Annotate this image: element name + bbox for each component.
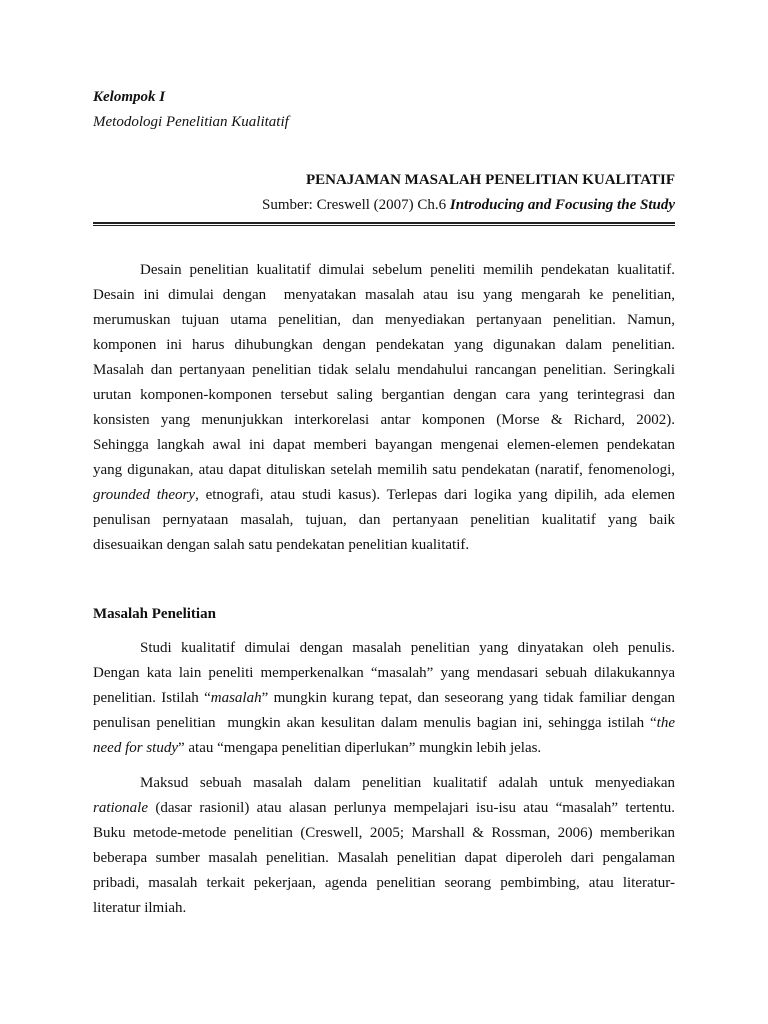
text-run: komponen ini harus dihubungkan dengan pendekatan yang digunakan dalam penelitian. xyxy=(93,337,675,353)
italic-term: the xyxy=(656,715,675,731)
text-line xyxy=(93,358,675,383)
text-line xyxy=(93,383,675,408)
text-run: , etnografi, atau studi kasus). Terlepas dari logika yang dipilih, ada elemen xyxy=(195,487,675,503)
section-paragraph-1 xyxy=(93,636,675,761)
text-line xyxy=(93,796,675,821)
text-line xyxy=(93,533,675,558)
text-run: Sehingga langkah awal ini dapat memberi bayangan mengenai elemen-elemen pendekatan xyxy=(93,437,675,453)
text-run: Desain ini dimulai dengan menyatakan masalah atau isu yang mengarah ke penelitian, xyxy=(93,287,675,303)
text-run: Dengan kata lain peneliti memperkenalkan “masalah” yang mendasari sebuah dilakukannya xyxy=(93,665,675,681)
text-line xyxy=(93,408,675,433)
text-run: (dasar rasionil) atau alasan perlunya mempelajari isu-isu atau “masalah” tertentu. xyxy=(148,800,675,816)
text-run: Desain penelitian kualitatif dimulai sebelum peneliti memilih pendekatan kualitatif. xyxy=(140,262,675,278)
source-prefix: Sumber: Creswell (2007) Ch.6 xyxy=(262,197,450,213)
text-run: merumuskan tujuan utama penelitian, dan menyediakan pertanyaan penelitian. Namun, xyxy=(93,312,675,328)
text-run: konsisten yang menunjukkan interkorelasi antar komponen (Morse & Richard, 2002). xyxy=(93,412,675,428)
text-line xyxy=(93,333,675,358)
italic-term: need for study xyxy=(93,740,178,756)
text-line xyxy=(93,736,675,761)
italic-term: rationale xyxy=(93,800,148,816)
italic-term: masalah xyxy=(210,690,262,706)
text-line xyxy=(93,896,675,921)
text-line xyxy=(93,871,675,896)
text-line xyxy=(93,458,675,483)
text-run: Masalah dan pertanyaan penelitian tidak selalu mendahului rancangan penelitian. Seringkali xyxy=(93,362,675,378)
text-line xyxy=(93,686,675,711)
text-run: disesuaikan dengan salah satu pendekatan penelitian kualitatif. xyxy=(93,537,470,553)
text-run: yang digunakan, atau dapat dituliskan setelah memilih satu pendekatan (naratif, fenomenologi, xyxy=(93,462,675,478)
text-line xyxy=(93,846,675,871)
text-run: Studi kualitatif dimulai dengan masalah penelitian yang dinyatakan oleh penulis. xyxy=(140,640,675,656)
intro-paragraph xyxy=(93,258,675,558)
text-run: Maksud sebuah masalah dalam penelitian kualitatif adalah untuk menyediakan xyxy=(140,775,675,791)
text-run: ” atau “mengapa penelitian diperlukan” mungkin lebih jelas. xyxy=(177,740,542,756)
text-run: penulisan penelitian mungkin akan kesulitan dalam menulis bagian ini, sehingga istilah “ xyxy=(93,715,657,731)
text-line xyxy=(93,308,675,333)
text-run: literatur ilmiah. xyxy=(93,900,187,916)
text-run: penelitian. Istilah “ xyxy=(93,690,211,706)
text-run: penulisan pernyataan masalah, tujuan, dan pertanyaan penelitian kualitatif yang baik xyxy=(93,512,675,528)
course-name: Metodologi Penelitian Kualitatif xyxy=(93,114,289,130)
text-line xyxy=(93,661,675,686)
text-line xyxy=(93,283,675,308)
group-label: Kelompok I xyxy=(93,89,166,105)
document-content xyxy=(93,85,675,921)
text-line xyxy=(93,636,675,661)
italic-term: grounded theory xyxy=(93,487,196,503)
section-heading: Masalah Penelitian xyxy=(93,606,216,622)
text-line xyxy=(93,771,675,796)
text-line xyxy=(93,508,675,533)
source-chapter-title: Introducing and Focusing the Study xyxy=(449,197,675,213)
text-line xyxy=(93,483,675,508)
section-paragraph-2 xyxy=(93,771,675,921)
text-line xyxy=(93,258,675,283)
text-run: ” mungkin kurang tepat, dan seseorang yang tidak familiar dengan xyxy=(261,690,676,706)
double-rule-divider xyxy=(93,222,675,226)
text-line xyxy=(93,433,675,458)
text-line xyxy=(93,821,675,846)
document-title: PENAJAMAN MASALAH PENELITIAN KUALITATIF xyxy=(305,172,675,188)
text-run: Buku metode-metode penelitian (Creswell, 2005; Marshall & Rossman, 2006) memberikan xyxy=(93,825,675,841)
text-run: urutan komponen-komponen tersebut saling bergantian dengan cara yang terintegrasi dan xyxy=(93,387,675,403)
text-line xyxy=(93,711,675,736)
source-citation xyxy=(93,193,675,218)
text-run: beberapa sumber masalah penelitian. Masalah penelitian dapat diperoleh dari pengalaman xyxy=(93,850,675,866)
text-run: pribadi, masalah terkait pekerjaan, agenda penelitian seorang pembimbing, atau literatur- xyxy=(93,875,675,891)
